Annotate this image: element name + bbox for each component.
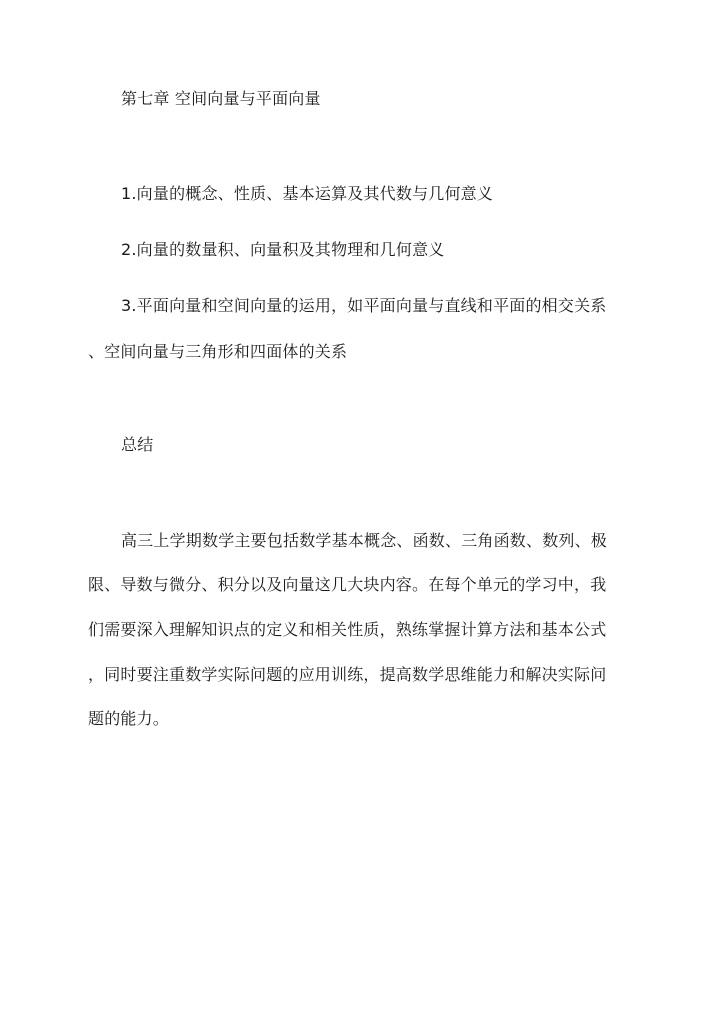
chapter-title: 第七章 空间向量与平面向量 <box>121 89 321 108</box>
summary-paragraph-line: ，同时要注重数学实际问题的应用训练，提高数学思维能力和解决实际问 <box>88 665 607 684</box>
summary-paragraph-line: 限、导数与微分、积分以及向量这几大块内容。在每个单元的学习中，我 <box>88 575 607 594</box>
summary-paragraph-line: 题的能力。 <box>88 709 170 728</box>
topic-item-3-line-1: 3.平面向量和空间向量的运用，如平面向量与直线和平面的相交关系 <box>121 296 607 315</box>
summary-heading: 总结 <box>121 435 154 454</box>
summary-paragraph-line: 们需要深入理解知识点的定义和相关性质，熟练掌握计算方法和基本公式 <box>88 620 607 639</box>
topic-item-2: 2.向量的数量积、向量积及其物理和几何意义 <box>121 240 445 259</box>
summary-paragraph-line: 高三上学期数学主要包括数学基本概念、函数、三角函数、数列、极 <box>121 531 608 550</box>
topic-item-1: 1.向量的概念、性质、基本运算及其代数与几何意义 <box>121 184 494 203</box>
topic-item-3-line-2: 、空间向量与三角形和四面体的关系 <box>88 342 348 361</box>
